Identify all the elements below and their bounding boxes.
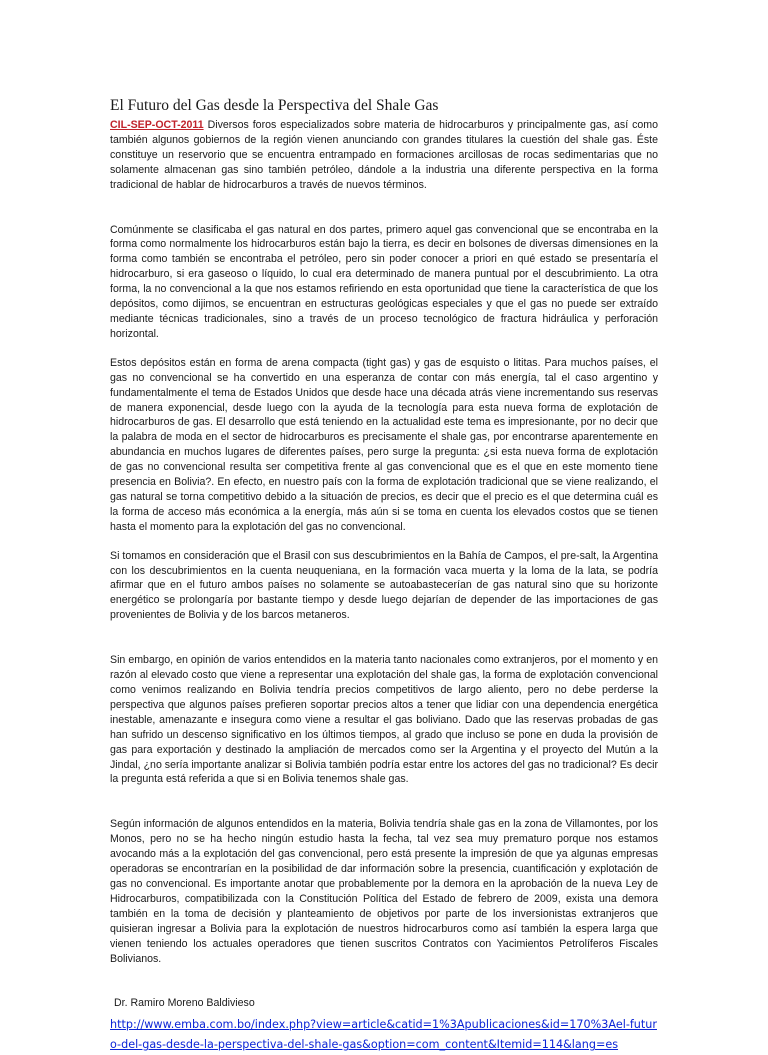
document-page: [110, 96, 658, 1055]
spacer: [110, 535, 658, 549]
paragraph-2: Estos depósitos están en forma de arena compacta (tight gas) y gas de esquisto o lititas. Para muchos países, el gas no convencional se ha convertido en una esperanza de contar con más energía, tal el caso argentino y fundamentalmente el tema de Estados Unidos que desde hace una década atrás viene incrementando sus reservas de manera exponencial, desde luego con la ayuda de la tecnología para esta nueva forma de explotación de hidrocarburos de gas. El desarrollo que está teniendo en la actualidad este tema es impresionante, por no decir que la palabra de moda en el sector de hidrocarburos es precisamente el shale gas, por encontrarse aparentemente en abundancia en muchos lugares de diferentes países, pero surge la pregunta: ¿si esta nueva forma de explotación de gas no convencional resulta ser competitiva frente al gas convencional que es el que en este momento tiene presencia en Bolivia?. En efecto, en nuestro país con la forma de explotación tradicional que se viene realizando, el gas natural se torna competitivo debido a la situación de precios, es decir que el precio es el que determina cuál es la forma de acceso más económica a la energía, más aún si se toma en cuenta los elevados costos que se tienen hasta el momento para la explotación del gas no convencional.: [110, 356, 658, 533]
intro-text: Diversos foros especializados sobre materia de hidrocarburos y principalmente gas, así como también algunos gobiernos de la región vienen anunciando con grandes titulares la cuestión del shale gas. Éste constituye un reservorio que se encuentra entrampado en formaciones arcillosas de rocas sedimentarias que no solamente almacenan gas sino también petróleo, dándole a la industria una diferente perspectiva en la forma tradicional de hablar de hidrocarburos a través de nuevos términos.: [110, 119, 658, 191]
source-link[interactable]: http://www.emba.com.bo/index.php?view=article&catid=1%3Apublicaciones&id=170%3Ael-futuro-del-gas-desde-la-perspectiva-del-shale-gas&option=com_content&Itemid=114&lang=es: [110, 1018, 657, 1052]
spacer: [110, 966, 658, 996]
spacer: [110, 623, 658, 653]
intro-paragraph: [110, 118, 658, 193]
spacer: [110, 342, 658, 356]
author-signature: Dr. Ramiro Moreno Baldivieso: [114, 997, 255, 1010]
document-code: CIL-SEP-OCT-2011: [110, 119, 204, 131]
document-title: El Futuro del Gas desde la Perspectiva del Shale Gas: [110, 97, 439, 114]
paragraph-3: Si tomamos en consideración que el Brasil con sus descubrimientos en la Bahía de Campos, el pre-salt, la Argentina con los descubrimientos en la cuenta neuqueniana, en la formación vaca muerta y la loma de la lata, se podría afirmar que en el futuro ambos países no solamente se autoabastecerían de gas natural sino que su horizonte energético se prolongaría por bastante tiempo y desde luego dejarían de depender de las importaciones de gas provenientes de Bolivia y de los barcos metaneros.: [110, 549, 658, 622]
paragraph-5: Según información de algunos entendidos en la materia, Bolivia tendría shale gas en la zona de Villamontes, por los Monos, pero no se ha hecho ningún estudio hasta la fecha, tal vez sea muy prematuro porque nos estamos avocando más a la explotación del gas convencional, pero está presente la impresión de que ya algunas empresas operadoras se encontrarían en la posibilidad de dar información sobre la presencia, cuantificación y explotación de gas no convencional. Es importante anotar que probablemente por la demora en la aprobación de la nueva Ley de Hidrocarburos, compatibilizada con la Constitución Política del Estado de febrero de 2009, exista una demora también en la toma de decisión y planteamiento de objetivos por parte de los inversionistas extranjeros que quisieran ingresar a Bolivia para la explotación de nuestros hidrocarburos como así también la espera larga que vienen teniendo los actuales operadores que tienen suscritos Contratos con Yacimientos Petrolíferos Fiscales Bolivianos.: [110, 818, 658, 965]
spacer: [110, 787, 658, 817]
spacer: [110, 193, 658, 223]
paragraph-1: Comúnmente se clasificaba el gas natural en dos partes, primero aquel gas convencional que se encontraba en la forma como normalmente los hidrocarburos están bajo la tierra, es decir en bolsones de diversas dimensiones en la forma como también se encontraba el petróleo, pero sin poder conocer a priori en qué estado se presentaría el hidrocarburo, si era gaseoso o líquido, lo cual era determinado de manera puntual por el descubrimiento. La otra forma, la no convencional a la que nos estamos refiriendo en esta oportunidad que tiene la característica de que los depósitos, como dijimos, se encuentran en estructuras geológicas especiales y que el gas no puede ser extraído mediante técnicas tradicionales, sino a través de un proceso tecnológico de fractura hidráulica y perforación horizontal.: [110, 223, 658, 340]
paragraph-4: Sin embargo, en opinión de varios entendidos en la materia tanto nacionales como extranjeros, por el momento y en razón al elevado costo que viene a representar una explotación del shale gas, la forma de explotación convencional como venimos realizando en Bolivia tendría precios competitivos de largo aliento, pero no debe perderse la perspectiva que algunos países prefieren soportar precios altos a tener que lidiar con una dependencia energética inestable, amenazante e insegura como viene a resultar el gas boliviano. Dado que las reservas probadas de gas han sufrido un descenso significativo en los últimos tiempos, al grado que incluso se pone en duda la provisión de gas para exportación y destinado la ampliación de mercados como ser la Argentina y el proyecto del Mutún a la Jindal, ¿no sería importante analizar si Bolivia también podría estar entre los actores del gas no tradicional? Es decir la pregunta está referida a que si en Bolivia tenemos shale gas.: [110, 654, 658, 786]
